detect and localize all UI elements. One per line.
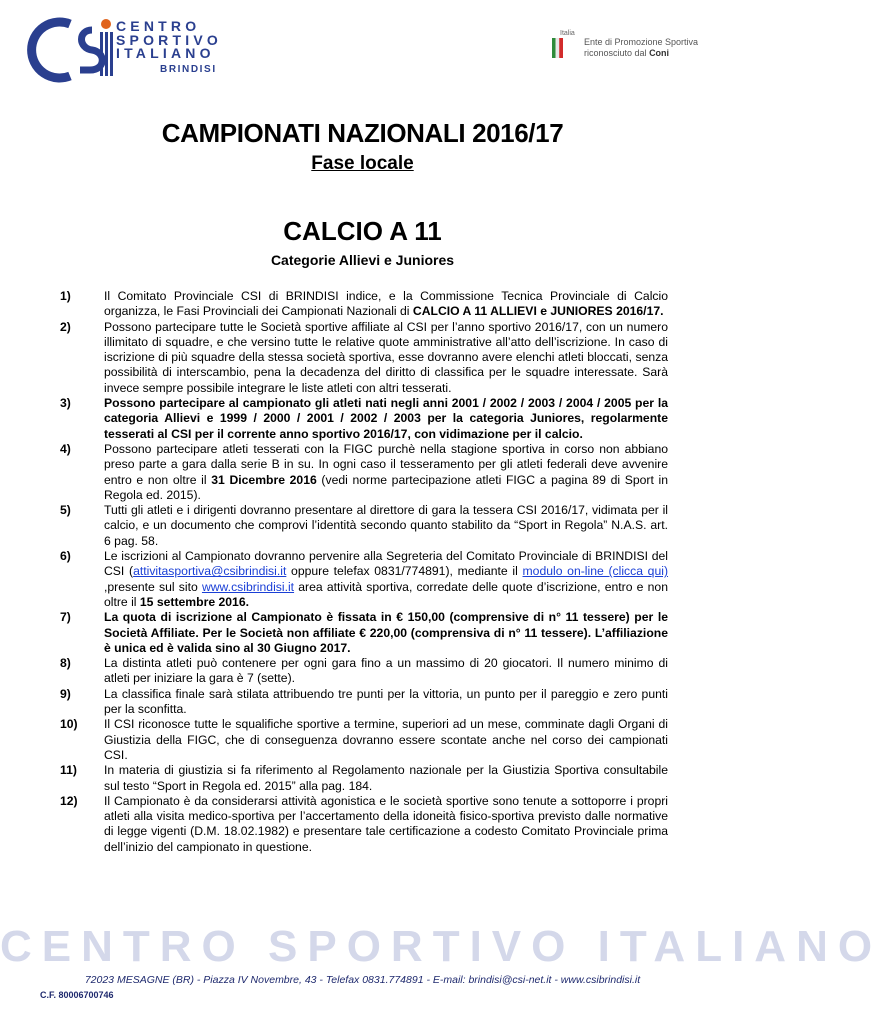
rule-text (104, 610, 668, 656)
rule-number: 6) (60, 549, 71, 564)
rule-text-segment: Il CSI riconosce tutte le squalifiche sportive a termine, superiori ad un mese, comminate dagli Organi di Giustizia della FIGC, che di conseguenza dovranno essere scontate anche nel corso dei campionati CSI. (104, 717, 668, 762)
rule-text (104, 656, 668, 687)
rule-number: 12) (60, 793, 78, 808)
rule-number: 5) (60, 503, 71, 518)
logo-line-2: SPORTIVO (116, 31, 222, 48)
coni-italia-label: Italia (560, 30, 575, 37)
rule-item (60, 794, 668, 855)
coni-line-2 (584, 48, 698, 59)
rule-text (104, 687, 668, 718)
rule-text-segment: Possono partecipare atleti tesserati con la FIGC purchè nella stagione sportiva in corso non abbiano preso parte a gara dalla serie B in su. In ogni caso il tesseramento per gli atleti federali deve avvenire entro e non oltre il (104, 441, 668, 487)
rule-item (60, 289, 668, 320)
phase-subtitle: Fase locale (311, 153, 414, 174)
rule-item (60, 610, 668, 656)
coni-line-1: Ente di Promozione Sportiva (584, 37, 699, 47)
rule-item (60, 549, 668, 610)
rules-list (60, 289, 668, 855)
rule-text (104, 763, 668, 794)
rule-bold-text: La quota di iscrizione al Campionato è fissata in € 150,00 (comprensive di n° 11 tessere) per le Società Affiliate. Per le Società non affiliate € 220,00 (comprensiva di n° 11 tessere). L’affiliazione è unica ed è valida sino al 30 Giugno 2017. (104, 610, 668, 655)
footer-watermark: CENTRO SPORTIVO ITALIANO (0, 922, 882, 971)
rule-item (60, 396, 668, 442)
coni-recognition-text (584, 37, 698, 59)
coni-name: Coni (649, 48, 670, 58)
coni-line-2-prefix: riconosciuto dal (584, 48, 647, 58)
rule-bold-text: 31 Dicembre 2016 (211, 472, 317, 487)
footer-address: 72023 MESAGNE (BR) - Piazza IV Novembre, 43 - Telefax 0831.774891 - E-mail: brindisi@csi-net.it - www.csibrindisi.it (84, 974, 641, 986)
rule-link[interactable]: attivitasportiva@csibrindisi.it (133, 564, 287, 579)
rule-bold-text: 15 settembre 2016. (139, 594, 249, 609)
csi-logo-text (116, 20, 226, 75)
rule-text-segment: La classifica finale sarà stilata attribuendo tre punti per la vittoria, un punto per il pareggio e zero punti per la sconfitta. (104, 686, 668, 717)
rule-item (60, 717, 668, 763)
rule-item (60, 320, 668, 396)
rule-item (60, 442, 668, 503)
rule-number: 3) (60, 396, 71, 411)
rule-text-segment: area attività sportiva, corredate delle quote d’iscrizione, entro e non oltre il (104, 579, 668, 609)
rule-item (60, 656, 668, 687)
rule-bold-text: Possono partecipare al campionato gli atleti nati negli anni 2001 / 2002 / 2003 / 2004 / 2005 per la categoria Allievi e 1999 / 2000 / 2001 / 2002 / 2003 per la categoria Juniores, regolarmente tesserati al CSI per il corrente anno sportivo 2016/17, con vidimazione per il calcio. (104, 396, 668, 441)
rule-text (104, 794, 668, 855)
rule-text-segment: (vedi norme partecipazione atleti FIGC a pagina 89 di Sport in Regola ed. 2015). (104, 472, 668, 502)
rule-number: 8) (60, 656, 71, 671)
logo-line-1: CENTRO (116, 18, 201, 34)
rule-text-segment: Il Campionato è da considerarsi attività agonistica e le società sportive sono tenute a sottoporre i propri atleti alla visita medico-sportiva per l’accertamento della idoneità fisico-sportiva previsto dalle normative di legge vigenti (D.M. 18.02.1982) e presentare tale certificazione a codesto Comitato Provinciale prima dell’inizio del campionato in questione. (104, 793, 668, 854)
italian-flag-icon (552, 38, 563, 58)
rule-number: 11) (60, 763, 77, 778)
rule-text-segment: ,presente sul sito (104, 579, 202, 594)
rule-text-segment: Possono partecipare tutte le Società sportive affiliate al CSI per l’anno sportivo 2016/17, con un numero illimitato di squadre, e che versino tutte le relative quote amministrative all’atto dell’iscrizione. In caso di iscrizione di più squadre della stessa società sportiva, esse dovranno avere elenchi atleti bloccati, senza possibilità di interscambio, pena la decadenza del diritto di classifica per le squadre interessate. Sarà invece sempre possibile integrare le liste atleti con altri tesserati. (104, 319, 668, 395)
rule-text (104, 442, 668, 503)
rule-text-segment: Tutti gli atleti e i dirigenti dovranno presentare al direttore di gara la tessera CSI 2016/17, vidimata per il calcio, e un documento che comprovi l’identità secondo quanto stabilito da “Sport in Regola” N.A.S. art. 6 pag. 58. (104, 503, 668, 548)
rule-text (104, 549, 668, 610)
rule-number: 10) (60, 717, 78, 732)
rule-text (104, 320, 668, 396)
rule-item (60, 763, 668, 794)
rule-link[interactable]: www.csibrindisi.it (201, 579, 295, 594)
rule-item (60, 687, 668, 718)
sport-title: CALCIO A 11 (283, 216, 442, 246)
rule-text (104, 503, 668, 549)
rule-number: 9) (60, 686, 71, 701)
rule-text-segment: oppure telefax 0831/774891), mediante il (286, 564, 523, 579)
rule-text (104, 289, 668, 320)
rule-text (104, 396, 668, 442)
rule-link[interactable]: modulo on-line (clicca qui) (522, 564, 669, 579)
rule-item (60, 503, 668, 549)
footer-tax-code: C.F. 80006700746 (40, 990, 114, 1000)
rule-number: 4) (60, 441, 71, 456)
rule-text-segment: La distinta atleti può contenere per ogni gara fino a un massimo di 20 giocatori. Il numero minimo di atleti per iniziare la gara è 7 (sette). (104, 656, 668, 686)
rule-text (104, 717, 668, 763)
rule-text-segment: Le iscrizioni al Campionato dovranno pervenire alla Segreteria del Comitato Provinciale di BRINDISI del CSI ( (104, 549, 668, 579)
main-title: CAMPIONATI NAZIONALI 2016/17 (161, 118, 564, 148)
rule-number: 2) (60, 319, 71, 334)
rule-text-segment: Il Comitato Provinciale CSI di BRINDISI indice, e la Commissione Tecnica Provinciale di Calcio organizza, le Fasi Provinciali dei Campionati Nazionali di (104, 289, 668, 319)
logo-city: BRINDISI (160, 63, 217, 75)
logo-line-3: ITALIANO (116, 45, 215, 61)
rule-bold-text: CALCIO A 11 ALLIEVI e JUNIORES 2016/17. (412, 304, 664, 319)
rule-number: 1) (60, 289, 71, 303)
rule-number: 7) (60, 610, 71, 625)
categories-subtitle: Categorie Allievi e Juniores (270, 252, 455, 268)
rule-text-segment: In materia di giustizia si fa riferimento al Regolamento nazionale per la Giustizia Sportiva consultabile sul testo “Sport in Regola ed. 2015” alla pag. 184. (104, 763, 668, 793)
